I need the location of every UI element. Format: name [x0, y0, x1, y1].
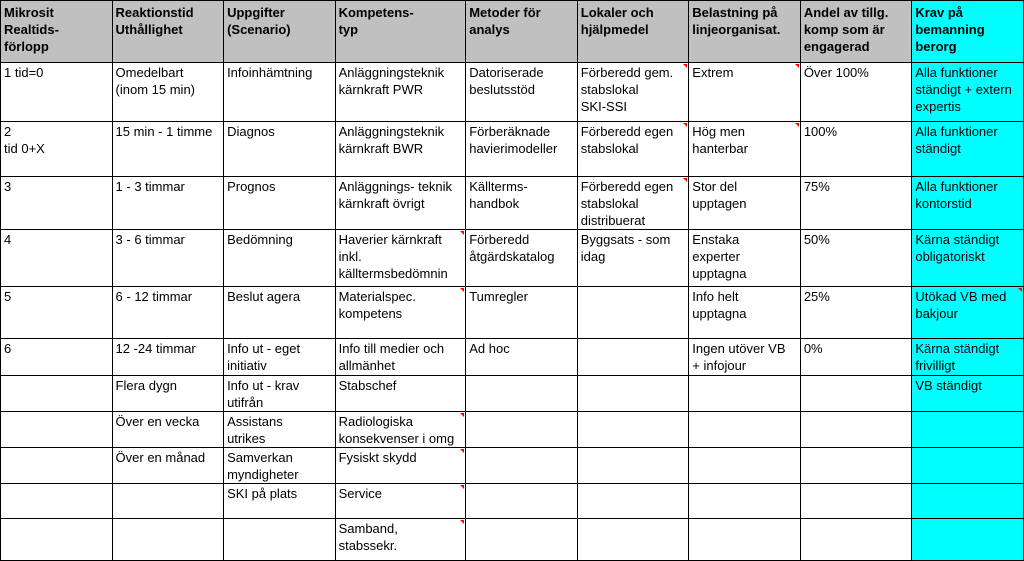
table-cell[interactable] [224, 122, 336, 177]
table-cell[interactable] [466, 177, 578, 230]
cell-text: kärnkraft BWR [338, 141, 424, 156]
cell-text: kärnkraft övrigt [338, 196, 425, 211]
comment-indicator-icon[interactable] [683, 64, 687, 68]
header-text: Reaktionstid [115, 5, 194, 20]
table-cell[interactable] [466, 412, 578, 448]
table-cell[interactable] [224, 339, 336, 376]
cell-text: obligatoriskt [915, 249, 985, 264]
cell-text: kompetens [338, 306, 403, 321]
column-header[interactable] [112, 1, 224, 63]
comment-indicator-icon[interactable] [795, 123, 799, 127]
column-header[interactable] [912, 1, 1024, 63]
table-cell[interactable] [466, 448, 578, 484]
table-body [1, 1, 1024, 561]
table-cell[interactable] [112, 287, 224, 339]
table-cell[interactable] [912, 230, 1024, 287]
cell-text: Radiologiska [338, 414, 414, 429]
cell-text: upptagen [692, 196, 747, 211]
cell-text: stabssekr. [338, 538, 398, 553]
table-cell[interactable] [335, 376, 466, 412]
cell-text: Enstaka [692, 232, 740, 247]
cell-text: upptagna [692, 266, 747, 281]
comment-indicator-icon[interactable] [460, 288, 464, 292]
table-cell[interactable] [689, 287, 801, 339]
header-text: komp som är [803, 22, 885, 37]
cell-text: 25% [803, 289, 830, 304]
cell-text: källtermsbedömnin [338, 266, 448, 281]
header-row [1, 1, 1024, 63]
table-cell[interactable] [335, 177, 466, 230]
table-row [1, 230, 1024, 287]
header-text: hjälpmedel [580, 22, 649, 37]
cell-text: 1 - 3 timmar [115, 179, 185, 194]
table-cell[interactable] [466, 339, 578, 376]
table-cell[interactable] [912, 412, 1024, 448]
table-cell[interactable] [112, 519, 224, 561]
table-cell[interactable] [1, 122, 113, 177]
table-cell[interactable] [912, 376, 1024, 412]
table-cell[interactable] [577, 376, 689, 412]
column-header[interactable] [1, 1, 113, 63]
table-cell[interactable] [689, 230, 801, 287]
table-cell[interactable] [335, 63, 466, 122]
table-cell[interactable] [577, 339, 689, 376]
table-cell[interactable] [224, 230, 336, 287]
table-cell[interactable] [335, 230, 466, 287]
cell-text: Alla funktioner [915, 124, 998, 139]
cell-text: Stabschef [338, 378, 397, 393]
cell-text: Anläggnings- teknik [338, 179, 453, 194]
table-cell[interactable] [335, 122, 466, 177]
cell-text: 1 tid=0 [4, 65, 44, 80]
comment-indicator-icon[interactable] [1018, 288, 1022, 292]
table-cell[interactable] [335, 519, 466, 561]
cell-text: Fysiskt skydd [338, 450, 417, 465]
cell-text: distribuerat [580, 213, 646, 228]
table-cell[interactable] [112, 230, 224, 287]
table-cell[interactable] [912, 519, 1024, 561]
table-cell[interactable] [577, 177, 689, 230]
table-cell[interactable] [224, 287, 336, 339]
cell-text: Assistans [227, 414, 283, 429]
table-cell[interactable] [466, 376, 578, 412]
cell-text: 6 - 12 timmar [115, 289, 193, 304]
cell-text: Info till medier och [338, 341, 445, 356]
cell-text: 3 - 6 timmar [115, 232, 185, 247]
comment-indicator-icon[interactable] [795, 64, 799, 68]
cell-text: + infojour [692, 358, 747, 373]
cell-text: Bedömning [227, 232, 293, 247]
table-row [1, 484, 1024, 519]
table-cell[interactable] [112, 484, 224, 519]
cell-text: Beslut agera [227, 289, 301, 304]
table-cell[interactable] [1, 177, 113, 230]
table-cell[interactable] [1, 484, 113, 519]
cell-text: 12 -24 timmar [115, 341, 196, 356]
table-cell[interactable] [335, 287, 466, 339]
table-cell[interactable] [689, 63, 801, 122]
table-cell[interactable] [466, 230, 578, 287]
cell-text: Tumregler [469, 289, 528, 304]
cell-text: Datoriserade [469, 65, 544, 80]
cell-text: beslutsstöd [469, 82, 535, 97]
table-cell[interactable] [112, 177, 224, 230]
cell-text: Förberedd [469, 232, 530, 247]
cell-text: Kärna ständigt [915, 341, 1000, 356]
table-cell[interactable] [224, 177, 336, 230]
header-text: Uppgifter [227, 5, 285, 20]
cell-text: Samband, [338, 521, 398, 536]
header-text: Mikrosit [4, 5, 54, 20]
table-cell[interactable] [112, 339, 224, 376]
cell-text: Förberedd egen [580, 179, 674, 194]
header-text: Uthållighet [115, 22, 183, 37]
column-header[interactable] [577, 1, 689, 63]
cell-text: Förberedd gem. [580, 65, 674, 80]
table-cell[interactable] [335, 412, 466, 448]
column-header[interactable] [335, 1, 466, 63]
table-cell[interactable] [112, 448, 224, 484]
cell-text: Extrem [692, 65, 734, 80]
table-cell[interactable] [689, 376, 801, 412]
cell-text: SKI på plats [227, 486, 298, 501]
table-cell[interactable] [1, 230, 113, 287]
cell-text: Över en månad [115, 450, 206, 465]
table-cell[interactable] [689, 177, 801, 230]
cell-text: 5 [4, 289, 12, 304]
table-cell[interactable] [466, 484, 578, 519]
table-cell[interactable] [1, 63, 113, 122]
header-text: berorg [915, 39, 957, 54]
comment-indicator-icon[interactable] [460, 413, 464, 417]
table-row [1, 287, 1024, 339]
cell-text: Flera dygn [115, 378, 177, 393]
cell-text: 15 min - 1 timme [115, 124, 213, 139]
table-cell[interactable] [800, 230, 912, 287]
cell-text: 4 [4, 232, 12, 247]
header-text: Belastning på [692, 5, 778, 20]
cell-text: havierimodeller [469, 141, 558, 156]
cell-text: handbok [469, 196, 520, 211]
table-cell[interactable] [800, 448, 912, 484]
cell-text: Prognos [227, 179, 276, 194]
header-text: förlopp [4, 39, 49, 54]
table-cell[interactable] [466, 287, 578, 339]
table-cell[interactable] [577, 484, 689, 519]
table-cell[interactable] [689, 519, 801, 561]
cell-text: Hög men [692, 124, 746, 139]
table-cell[interactable] [689, 412, 801, 448]
table-cell[interactable] [800, 376, 912, 412]
table-cell[interactable] [800, 412, 912, 448]
table-cell[interactable] [224, 519, 336, 561]
comment-indicator-icon[interactable] [460, 520, 464, 524]
cell-text: VB ständigt [915, 378, 982, 393]
cell-text: hanterbar [692, 141, 748, 156]
table-cell[interactable] [912, 122, 1024, 177]
cell-text: 3 [4, 179, 12, 194]
table-cell[interactable] [1, 519, 113, 561]
comment-indicator-icon[interactable] [460, 485, 464, 489]
table-cell[interactable] [689, 339, 801, 376]
cell-text: Utökad VB med [915, 289, 1007, 304]
cell-text: Ingen utöver VB [692, 341, 786, 356]
cell-text: myndigheter [227, 467, 299, 482]
column-header[interactable] [689, 1, 801, 63]
cell-text: initiativ [227, 358, 267, 373]
header-text: Realtids- [4, 22, 59, 37]
table-cell[interactable] [1, 287, 113, 339]
table-cell[interactable] [689, 448, 801, 484]
cell-text: Diagnos [227, 124, 275, 139]
table-cell[interactable] [800, 63, 912, 122]
cell-text: Stor del [692, 179, 738, 194]
cell-text: 100% [803, 124, 838, 139]
table-cell[interactable] [800, 484, 912, 519]
cell-text: SKI-SSI [580, 99, 627, 114]
table-row [1, 63, 1024, 122]
cell-text: ständigt [915, 141, 961, 156]
cell-text: 50% [803, 232, 830, 247]
comment-indicator-icon[interactable] [683, 123, 687, 127]
cell-text: stabslokal [580, 141, 639, 156]
cell-text: stabslokal [580, 196, 639, 211]
table-cell[interactable] [112, 376, 224, 412]
header-text: (Scenario) [227, 22, 291, 37]
table-row [1, 339, 1024, 376]
table-row [1, 448, 1024, 484]
table-cell[interactable] [912, 63, 1024, 122]
cell-text: Förberedd egen [580, 124, 674, 139]
header-text: engagerad [803, 39, 870, 54]
table-cell[interactable] [800, 122, 912, 177]
table-cell[interactable] [577, 122, 689, 177]
cell-text: åtgärdskatalog [469, 249, 555, 264]
table-row [1, 122, 1024, 177]
table-cell[interactable] [1, 412, 113, 448]
cell-text: frivilligt [915, 358, 956, 373]
table-row [1, 412, 1024, 448]
cell-text: Anläggningsteknik [338, 124, 445, 139]
header-text: Krav på [915, 5, 964, 20]
table-cell[interactable] [577, 412, 689, 448]
cell-text: Infoinhämtning [227, 65, 313, 80]
cell-text: 0% [803, 341, 823, 356]
cell-text: inkl. [338, 249, 362, 264]
table-row [1, 519, 1024, 561]
cell-text: Alla funktioner [915, 179, 998, 194]
table-cell[interactable] [912, 484, 1024, 519]
table-cell[interactable] [224, 484, 336, 519]
cell-text: Omedelbart [115, 65, 184, 80]
cell-text: Ad hoc [469, 341, 510, 356]
cell-text: utifrån [227, 395, 264, 410]
table-cell[interactable] [224, 448, 336, 484]
cell-text: Info ut - eget [227, 341, 301, 356]
cell-text: utrikes [227, 431, 266, 446]
cell-text: 2 [4, 124, 12, 139]
header-text: Kompetens- [338, 5, 414, 20]
cell-text: Källterms- [469, 179, 528, 194]
table-cell[interactable] [466, 519, 578, 561]
table-cell[interactable] [912, 448, 1024, 484]
header-text: typ [338, 22, 359, 37]
table-cell[interactable] [689, 122, 801, 177]
cell-text: Över en vecka [115, 414, 200, 429]
cell-text: upptagna [692, 306, 747, 321]
column-header[interactable] [466, 1, 578, 63]
cell-text: tid 0+X [4, 141, 45, 156]
table-cell[interactable] [912, 339, 1024, 376]
table-cell[interactable] [224, 412, 336, 448]
table-cell[interactable] [224, 63, 336, 122]
cell-text: Alla funktioner [915, 65, 998, 80]
cell-text: bakjour [915, 306, 958, 321]
cell-text: expertis [915, 99, 961, 114]
comment-indicator-icon[interactable] [683, 178, 687, 182]
cell-text: Service [338, 486, 382, 501]
cell-text: Byggsats - som [580, 232, 671, 247]
cell-text: Haverier kärnkraft [338, 232, 442, 247]
table-cell[interactable] [800, 287, 912, 339]
cell-text: Över 100% [803, 65, 869, 80]
table-cell[interactable] [1, 376, 113, 412]
cell-text: Info helt [692, 289, 739, 304]
cell-text: allmänhet [338, 358, 395, 373]
cell-text: idag [580, 249, 606, 264]
table-cell[interactable] [577, 230, 689, 287]
cell-text: Förberäknade [469, 124, 551, 139]
table-cell[interactable] [689, 484, 801, 519]
table-cell[interactable] [335, 448, 466, 484]
table-cell[interactable] [112, 412, 224, 448]
cell-text: kärnkraft PWR [338, 82, 424, 97]
cell-text: Anläggningsteknik [338, 65, 445, 80]
header-text: analys [469, 22, 510, 37]
cell-text: konsekvenser i omg [338, 431, 455, 446]
cell-text: Info ut - krav [227, 378, 300, 393]
cell-text: (inom 15 min) [115, 82, 195, 97]
table-cell[interactable] [577, 287, 689, 339]
table-cell[interactable] [800, 339, 912, 376]
table-cell[interactable] [912, 177, 1024, 230]
header-text: linjeorganisat. [692, 22, 781, 37]
column-header[interactable] [800, 1, 912, 63]
cell-text: kontorstid [915, 196, 972, 211]
comment-indicator-icon[interactable] [460, 231, 464, 235]
cell-text: experter [692, 249, 740, 264]
table-cell[interactable] [112, 122, 224, 177]
cell-text: ständigt + extern [915, 82, 1012, 97]
cell-text: 75% [803, 179, 830, 194]
cell-text: Kärna ständigt [915, 232, 1000, 247]
cell-text: 6 [4, 341, 12, 356]
table-row [1, 177, 1024, 230]
table-cell[interactable] [466, 122, 578, 177]
cell-text: Materialspec. [338, 289, 416, 304]
cell-text: Samverkan [227, 450, 293, 465]
table-cell[interactable] [466, 63, 578, 122]
table-cell[interactable] [800, 519, 912, 561]
table-row [1, 376, 1024, 412]
table-cell[interactable] [1, 339, 113, 376]
table-cell[interactable] [1, 448, 113, 484]
header-text: Andel av tillg. [803, 5, 889, 20]
comment-indicator-icon[interactable] [460, 449, 464, 453]
header-text: Lokaler och [580, 5, 654, 20]
cell-text: stabslokal [580, 82, 639, 97]
header-text: bemanning [915, 22, 985, 37]
table-cell[interactable] [577, 63, 689, 122]
table-cell[interactable] [335, 484, 466, 519]
header-text: Metoder för [469, 5, 541, 20]
table-cell[interactable] [800, 177, 912, 230]
table-cell[interactable] [112, 63, 224, 122]
table-cell[interactable] [577, 448, 689, 484]
table-cell[interactable] [577, 519, 689, 561]
table-cell[interactable] [335, 339, 466, 376]
table-cell[interactable] [224, 376, 336, 412]
table-cell[interactable] [912, 287, 1024, 339]
column-header[interactable] [224, 1, 336, 63]
